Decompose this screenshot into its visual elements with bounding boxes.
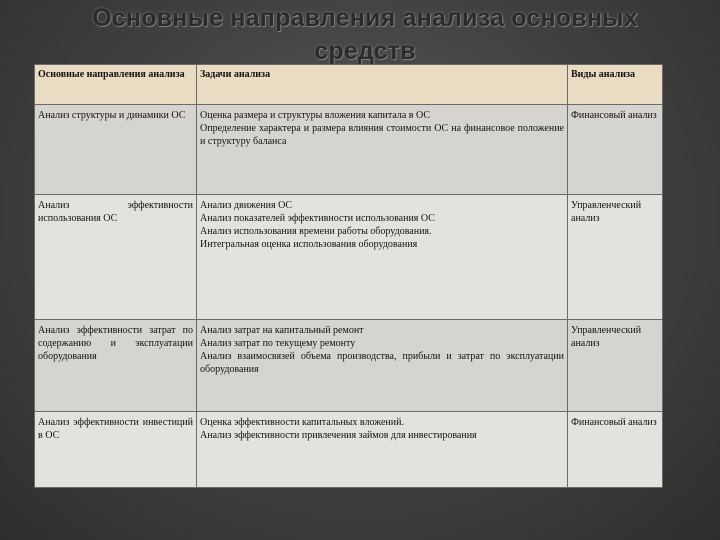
task-item: Анализ эффективности привлечения займов для инвестирования bbox=[200, 430, 477, 441]
task-item: Интегральная оценка использования оборудования bbox=[200, 239, 418, 250]
task-item: Оценка эффективности капитальных вложений. bbox=[200, 417, 404, 428]
task-item: Анализ затрат по текущему ремонту bbox=[200, 338, 356, 349]
task-item: Анализ движения ОС bbox=[200, 200, 293, 211]
header-types: Виды анализа bbox=[568, 65, 663, 105]
analysis-directions-table bbox=[34, 64, 663, 488]
task-item: Оценка размера и структуры вложения капитала в ОС bbox=[200, 110, 431, 121]
direction-cell: Анализ эффективности инвестиций в ОС bbox=[35, 412, 197, 488]
analysis-type-cell: Финансовый анализ bbox=[568, 105, 663, 195]
table-header-row bbox=[35, 65, 663, 105]
task-item: Анализ показателей эффективности использования ОС bbox=[200, 213, 435, 224]
tasks-cell bbox=[197, 105, 568, 195]
tasks-cell bbox=[197, 195, 568, 320]
task-item: Определение характера и размера влияния стоимости ОС на финансовое положение и структуру баланса bbox=[200, 123, 564, 147]
tasks-cell bbox=[197, 412, 568, 488]
task-item: Анализ затрат на капитальный ремонт bbox=[200, 325, 364, 336]
direction-cell: Анализ структуры и динамики ОС bbox=[35, 105, 197, 195]
direction-cell: Анализ эффективности использования ОС bbox=[35, 195, 197, 320]
analysis-type-cell: Финансовый анализ bbox=[568, 412, 663, 488]
header-tasks: Задачи анализа bbox=[197, 65, 568, 105]
slide-title bbox=[40, 2, 690, 68]
table-row bbox=[35, 195, 663, 320]
direction-cell: Анализ эффективности затрат по содержанию и эксплуатации оборудования bbox=[35, 320, 197, 412]
header-directions: Основные направления анализа bbox=[35, 65, 197, 105]
tasks-cell bbox=[197, 320, 568, 412]
task-item: Анализ использования времени работы оборудования. bbox=[200, 226, 432, 237]
analysis-type-cell: Управленческий анализ bbox=[568, 320, 663, 412]
analysis-type-cell: Управленческий анализ bbox=[568, 195, 663, 320]
slide-title-line-1: Основные направления анализа основных bbox=[92, 4, 638, 32]
table-row bbox=[35, 412, 663, 488]
slide-title-line-2: средств bbox=[314, 37, 416, 65]
table-row bbox=[35, 105, 663, 195]
table-row bbox=[35, 320, 663, 412]
task-item: Анализ взаимосвязей объема производства, прибыли и затрат по эксплуатации оборудования bbox=[200, 351, 564, 375]
